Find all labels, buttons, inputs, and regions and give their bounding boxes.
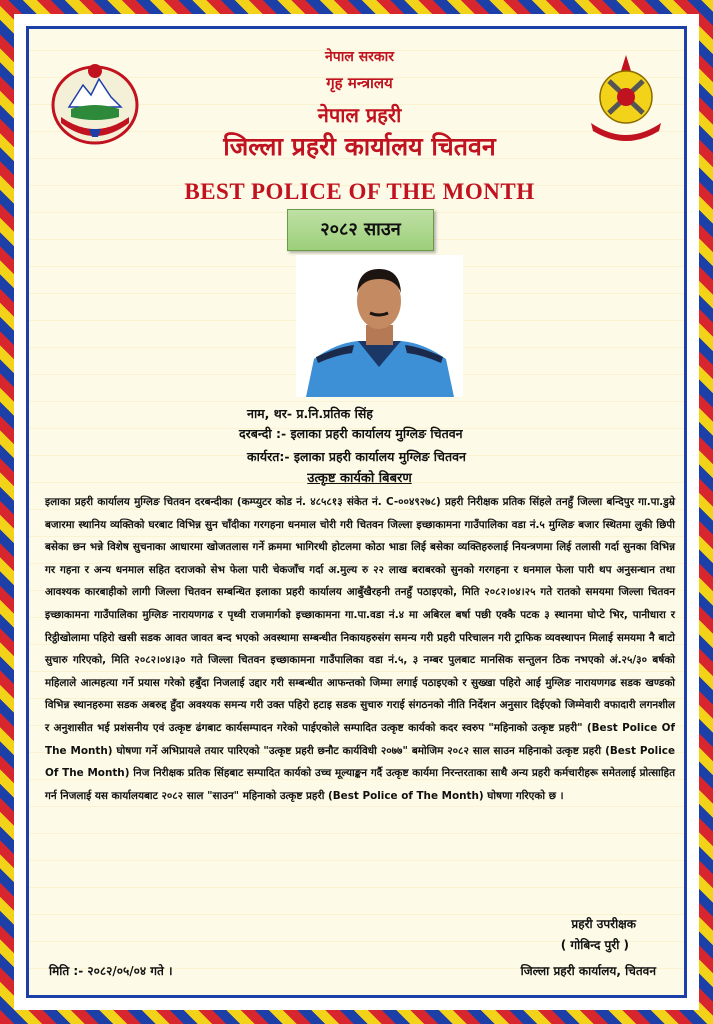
signatory-office: जिल्ला प्रहरी कार्यालय, चितवन bbox=[520, 964, 656, 978]
signatory-name: ( गोबिन्द पुरी ) bbox=[560, 938, 629, 952]
certificate-panel bbox=[26, 26, 687, 998]
section-heading: उत्कृष्ट कार्यको बिबरण bbox=[307, 471, 412, 486]
government-name: नेपाल सरकार bbox=[324, 49, 394, 65]
award-title: BEST POLICE OF THE MONTH bbox=[184, 179, 535, 204]
citation-body: इलाका प्रहरी कार्यालय मुग्लिङ चितवन दरबन्दीका (कम्प्युटर कोड नं. ४८५८१३ संकेत नं. C-००४९२७८) प्रहरी निरीक्षक प्रतिक सिंहले तनहुँ जिल्ला बन्दिपुर गा.पा.डुम्रे बजारमा स्थानिय व्यक्तिको घरबाट विभिन्न सुन चाँदीका गरगहना धनमाल चोरी गरी चितवन जिल्ला इच्छाकामना गाउँपालिका वडा नं.५ मुग्लिङ बजार स्थितमा लुकी छिपी बसेका छन भन्ने विशेष सुचनाका आधारमा खोजतलास गर्ने क्रममा भागिरथी होटलमा कोठा भाडा लिई बसेका व्यक्तिहरुलाई नियन्त्रणमा लिई तलासी गर्दा सुनका विभिन्न गर गहना र अन्य धनमाल सहित दराजको सेभ फेला पारी चेकजाँच गर्दा अ.मुल्य रु २२ लाख बराबरको सुनको गरगहना र धनमाल फेला पारी थप अनुसन्धान तथा आवश्यक कारबाहीको लागी जिल्ला चितवन सम्बन्धित इलाका प्रहरी कार्यालय आबुँखैरहनी तनहुँ पठाइएको, मिति २०८२।०४।२५ गते रातको समयमा जिल्ला चितवन इच्छाकामना गाउँपालिका मुग्लिङ नारायणगढ र पृथ्वी राजमार्गको इच्छाकामना गा.पा.वडा नं.४ मा अबिरल बर्षा पछी एक्कै पटक ३ स्थानमा घोप्टे भिर, पानीधारा र रिट्ठीखोलामा पहिरो खसी सडक आवत जावत बन्द भएको अवस्थामा सम्बन्धीत निकायहरुसंग समन्य गरी प्रहरी परिचालन गरी ट्राफिक व्यवस्थापन मिलाई समयमा नै बाटो सुचारु गरिएको, मिति २०८२।०४।३० गते जिल्ला चितवन इच्छाकामना गाउँपालिका वडा नं.५, ३ नम्बर पुलबाट मानसिक सन्तुलन ठिक नभएको अं.२५/३० बर्षको महिलाले आत्महत्या गर्ने प्रयास गरेको हबुँदा निजलाई उद्दार गरी सम्बन्धीत आफन्तको जिम्मा लगाई पठाइएको र सुख्खा पहिरो आई मुग्लिङ नारायणगढ सडक खण्डको विभिन्न स्थानहरुमा सडक अबरुद्द हुँदा अवश्यक समन्य गरी उक्त पहिरो हटाइ सडक सुचारु गराई संगठनको नीति निर्देशन अनुसार दिईएको जिम्मेवारी वफादारी लगनशील र अनुशासीत भई प्रशंसनीय एवं उत्कृष्ट ढंगबाट कार्यसम्पादन गरेको पाईएकोले सम्पादित उत्कृष्ट कार्यको कदर स्वरुप "महिनाको उत्कृष्ट प्रहरी" (Best Police Of The Month) घोषणा गर्ने अभिप्रायले तयार पारिएको "उत्कृष्ट प्रहरी छनौट कार्यविधी २०७७" बमोजिम २०८२ साल साउन महिनाको उत्कृष्ट प्रहरी (Best Police Of The Month) निज निरीक्षक प्रतिक सिंहबाट सम्पादित कार्यको उच्च मूल्याङ्कन गर्दै उत्कृष्ट कार्यमा निरन्तरताका साथै अन्य प्रहरी कर्मचारीहरू समेतलाई प्रोत्साहित गर्न निजलाई यस कार्यालयबाट २०८२ साल "साउन" महिनाको उत्कृष्ट प्रहरी (Best Police of The Month) घोषणा गरिएको छ । bbox=[45, 496, 675, 802]
ministry-name: गृह मन्त्रालय bbox=[326, 74, 393, 92]
issue-date: मिति :- २०८२/०५/०४ गते । bbox=[49, 964, 173, 978]
organization-name: नेपाल प्रहरी bbox=[317, 103, 402, 127]
officer-posting: दरबन्दी :- इलाका प्रहरी कार्यालय मुग्लिङ चितवन bbox=[239, 426, 463, 441]
officer-photo bbox=[296, 255, 463, 397]
month-badge: २०८२ साउन bbox=[287, 209, 434, 251]
officer-working: कार्यरत:- इलाका प्रहरी कार्यालय मुग्लिङ चितवन bbox=[247, 449, 466, 464]
office-name: जिल्ला प्रहरी कार्यालय चितवन bbox=[223, 132, 496, 161]
signatory-rank: प्रहरी उपरीक्षक bbox=[571, 917, 636, 931]
officer-name: नाम, थर- प्र.नि.प्रतिक सिंह bbox=[247, 406, 373, 421]
